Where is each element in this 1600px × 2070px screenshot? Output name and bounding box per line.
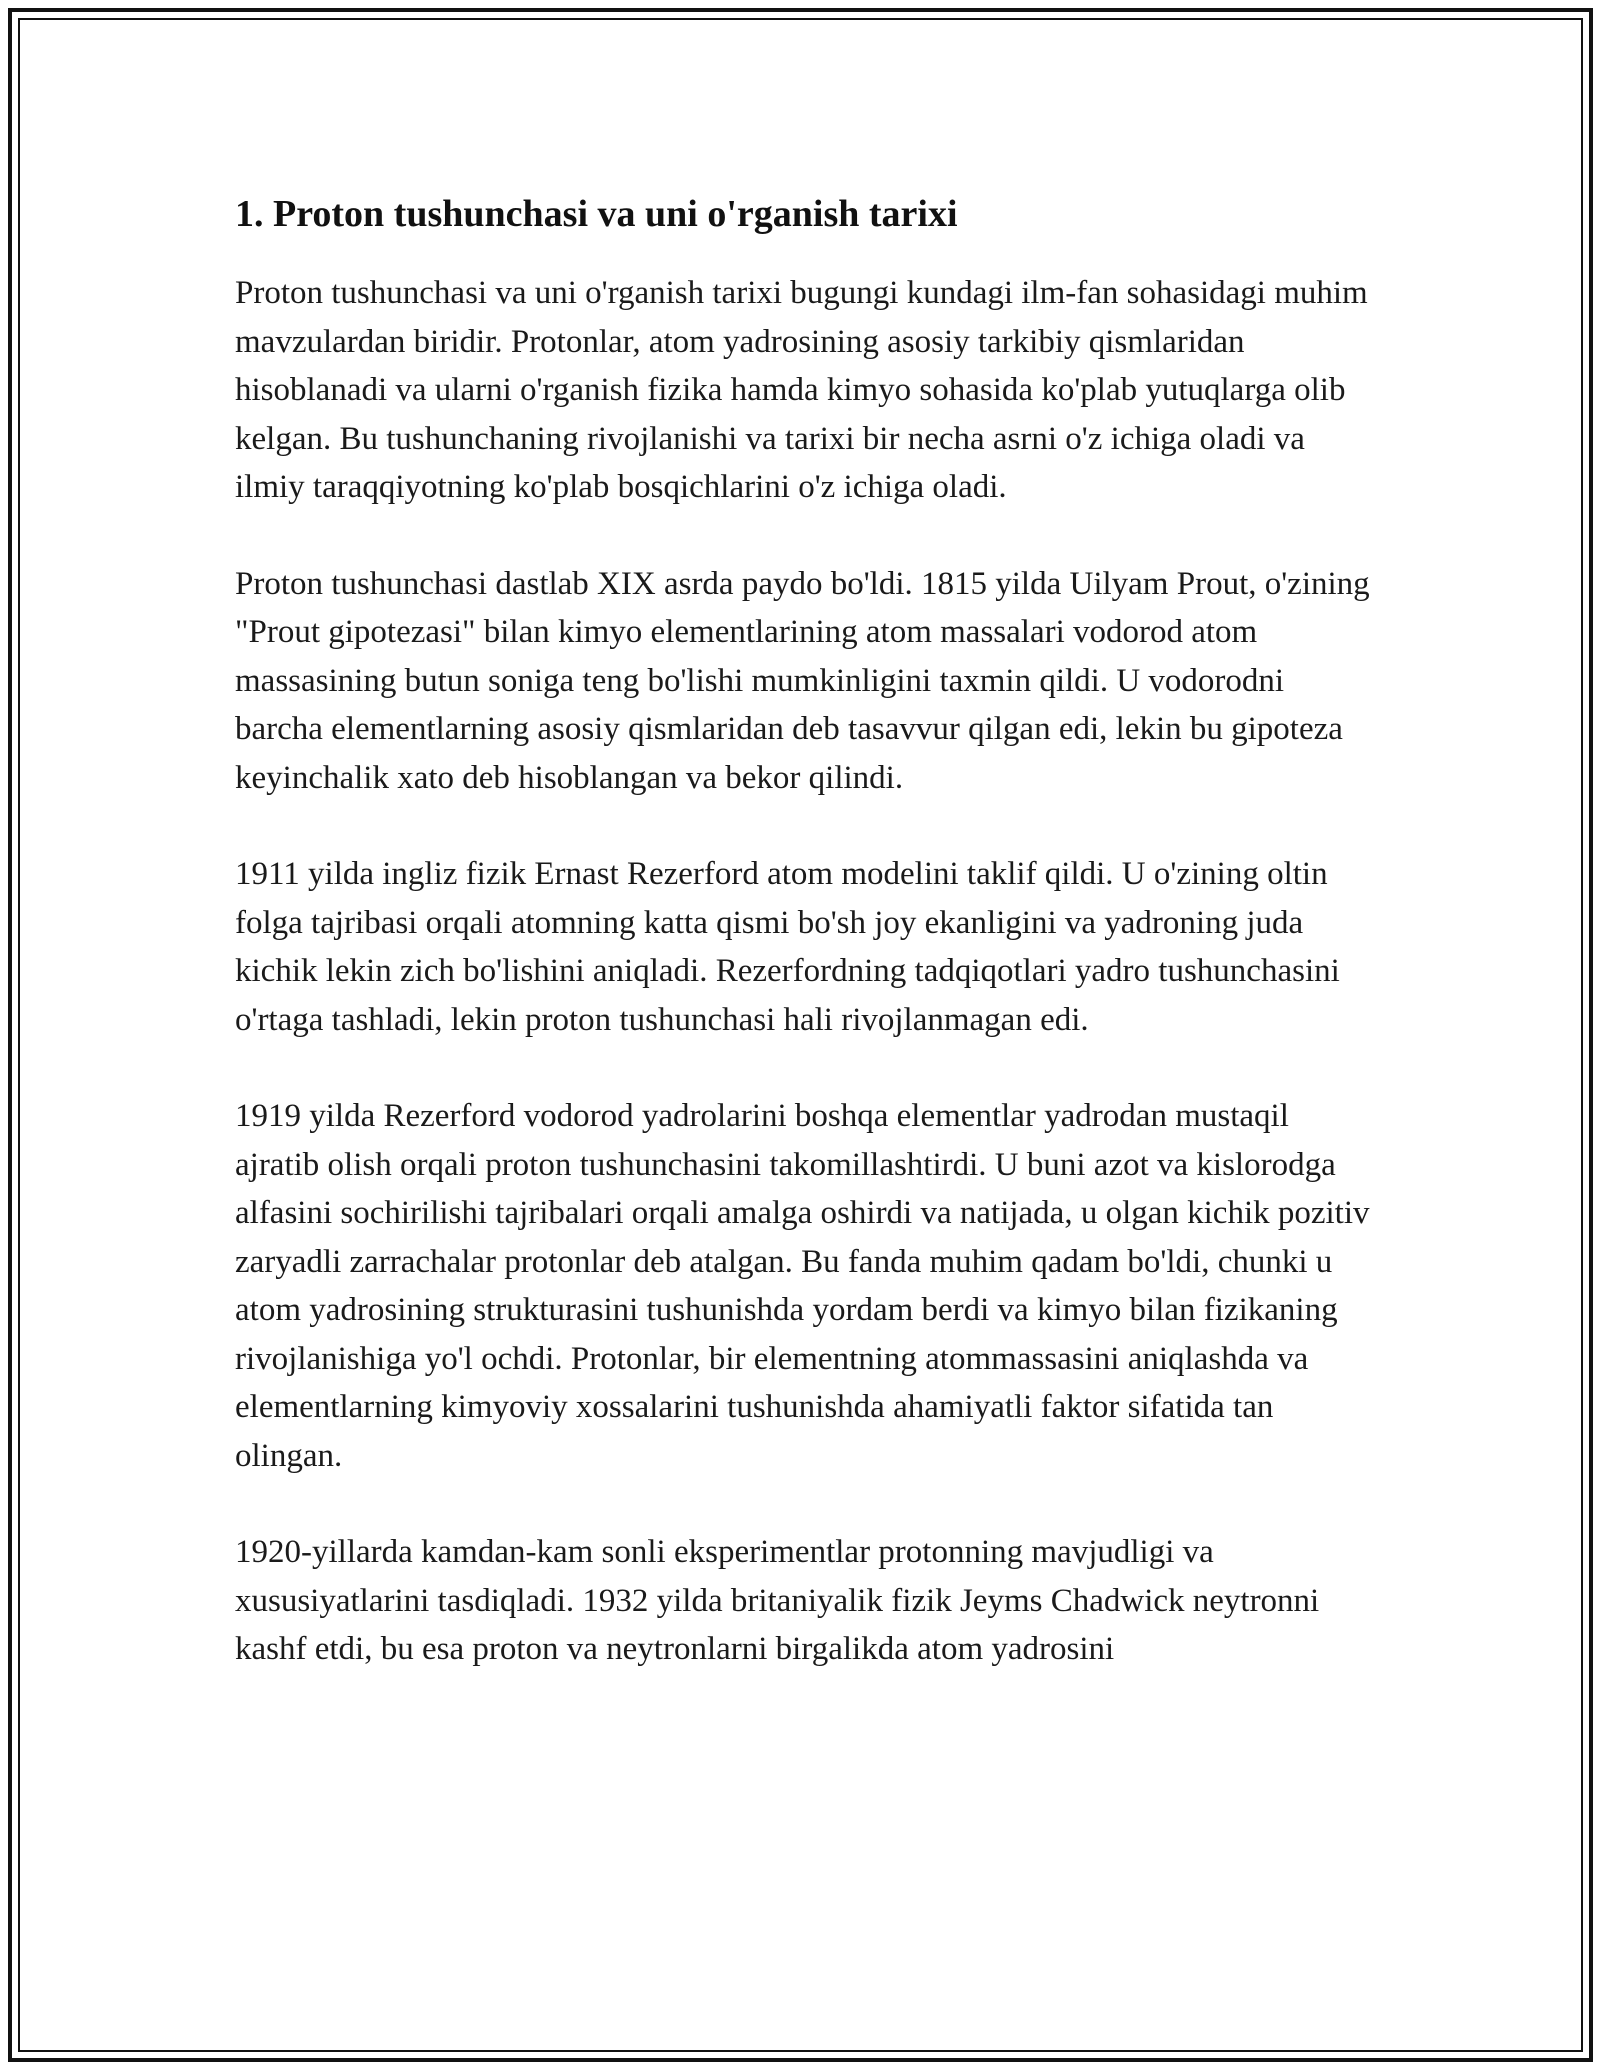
paragraph-neutron-discovery: 1920-yillarda kamdan-kam sonli eksperimentlar protonning mavjudligi va xususiyatlarini tasdiqladi. 1932 yilda britaniyalik fizik Jeyms Chadwick neytronni kashf etdi, bu esa proton va neytronlarni birgalikda atom yadrosini xyxy=(235,1534,1320,1667)
document-body xyxy=(235,185,1370,1674)
paragraph-introduction: Proton tushunchasi va uni o'rganish tarixi bugungi kundagi ilm-fan sohasidagi muhim mavzulardan biridir. Protonlar, atom yadrosining asosiy tarkibiy qismlaridan hisoblanadi va ularni o'rganish fizika hamda kimyo sohasida ko'plab yutuqlarga olib kelgan. Bu tushunchaning rivojlanishi va tarixi bir necha asrni o'z ichiga oladi va ilmiy taraqqiyotning ko'plab bosqichlarini o'z ichiga oladi. xyxy=(235,275,1368,505)
paragraph-prout-hypothesis: Proton tushunchasi dastlab XIX asrda paydo bo'ldi. 1815 yilda Uilyam Prout, o'zining "Prout gipotezasi" bilan kimyo elementlarining atom massalari vodorod atom massasining butun soniga teng bo'lishi mumkinligini taxmin qildi. U vodorodni barcha elementlarning asosiy qismlaridan deb tasavvur qilgan edi, lekin bu gipoteza keyinchalik xato deb hisoblangan va bekor qilindi. xyxy=(235,565,1370,796)
paragraph-proton-discovery: 1919 yilda Rezerford vodorod yadrolarini boshqa elementlar yadrodan mustaqil ajratib olish orqali proton tushunchasini takomillashtirdi. U buni azot va kislorodga alfasini sochirilishi tajribalari orqali amalga oshirdi va natijada, u olgan kichik pozitiv zaryadli zarrachalar protonlar deb atalgan. Bu fanda muhim qadam bo'ldi, chunki u atom yadrosining strukturasini tushunishda yordam berdi va kimyo bilan fizikaning rivojlanishiga yo'l ochdi. Protonlar, bir elementning atommassasini aniqlashda va elementlarning kimyoviy xossalarini tushunishda ahamiyatli faktor sifatida tan olingan. xyxy=(235,1098,1370,1474)
paragraph-rutherford-model: 1911 yilda ingliz fizik Ernast Rezerford atom modelini taklif qildi. U o'zining oltin folga tajribasi orqali atomning katta qismi bo'sh joy ekanligini va yadroning juda kichik lekin zich bo'lishini aniqladi. Rezerfordning tadqiqotlari yadro tushunchasini o'rtaga tashladi, lekin proton tushunchasi hali rivojlanmagan edi. xyxy=(235,856,1340,1038)
section-heading: 1. Proton tushunchasi va uni o'rganish tarixi xyxy=(235,193,958,235)
